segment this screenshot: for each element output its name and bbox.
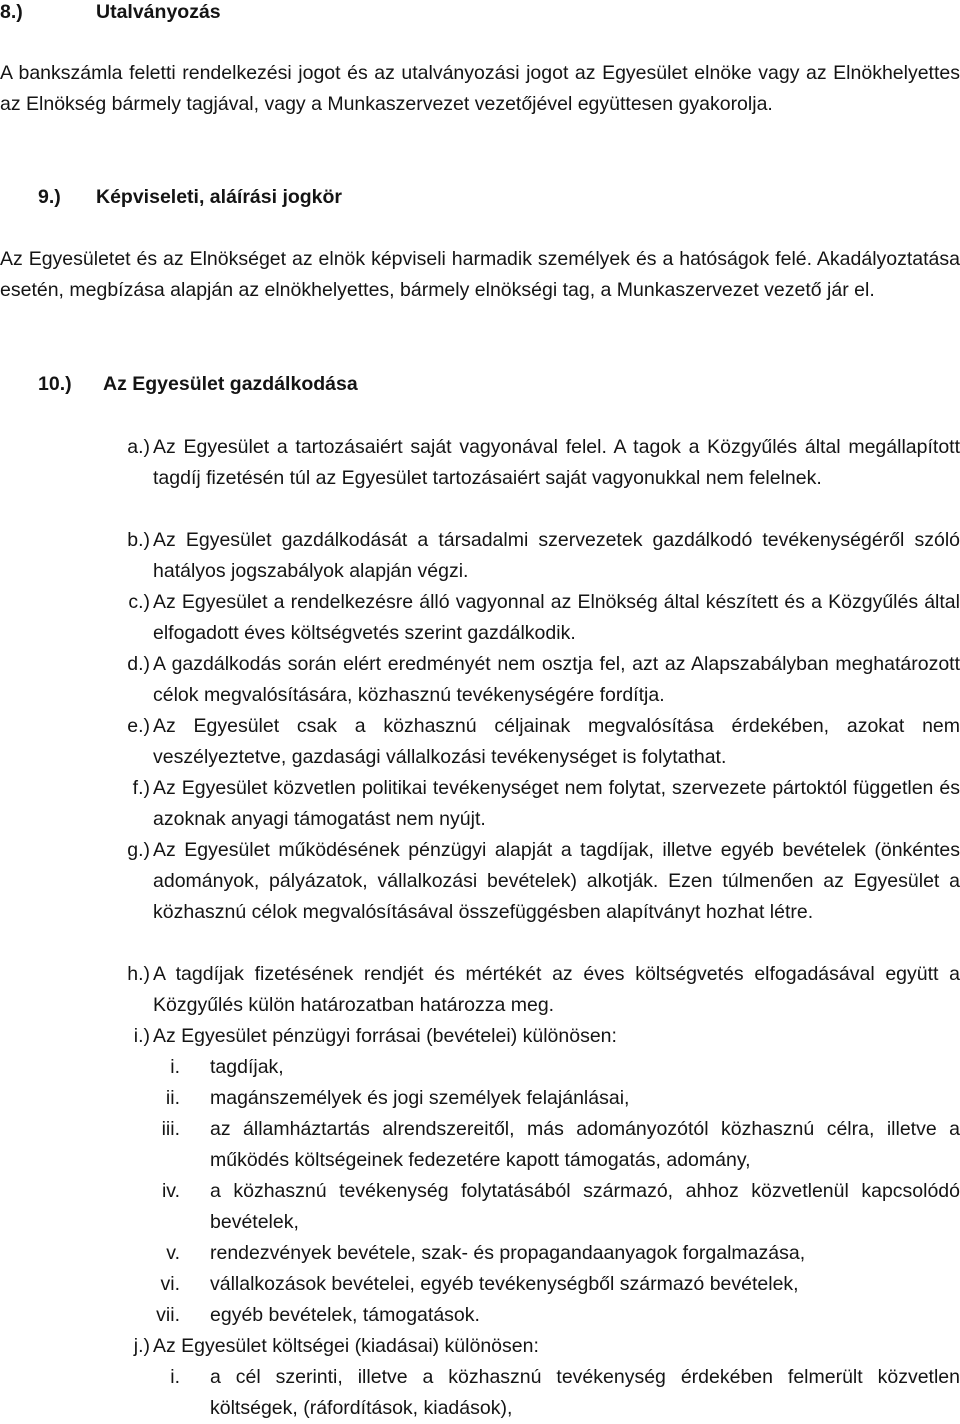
- list-marker: e.): [127, 715, 150, 737]
- list-text: Az Egyesület a rendelkezésre álló vagyonnal az Elnökség által készített és a Közgyűlés által elfogadott éves költségvetés szerint gazdálkodik.: [153, 591, 960, 644]
- section-number: 9.): [38, 186, 61, 208]
- sub-list-text: egyéb bevételek, támogatások.: [210, 1304, 480, 1326]
- list-text: Az Egyesület közvetlen politikai tevékenységet nem folytat, szervezete pártoktól független és azoknak anyagi támogatást nem nyújt.: [153, 777, 960, 830]
- list-marker: f.): [132, 777, 150, 799]
- sub-list-text: az államháztartás alrendszereitől, más adományozótól közhasznú célra, illetve a működés költségeinek fedezetére kapott támogatás, adomány,: [210, 1118, 960, 1171]
- sub-list-text: a közhasznú tevékenység folytatásából származó, ahhoz közvetlenül kapcsolódó bevételek,: [210, 1180, 960, 1233]
- section-paragraph-8: A bankszámla feletti rendelkezési jogot és az utalványozási jogot az Egyesület elnöke vagy az Elnökhelyettes az Elnökség bármely tagjával, vagy a Munkaszervezet vezetőjével együttesen gyakorolja.: [0, 62, 960, 115]
- sub-list-marker: iii.: [161, 1118, 180, 1140]
- section-title: Képviseleti, aláírási jogkör: [96, 186, 343, 208]
- list-marker: h.): [127, 963, 150, 985]
- section-number: 10.): [38, 373, 72, 395]
- section-title: Utalványozás: [96, 1, 221, 23]
- sub-list-marker: vii.: [156, 1304, 180, 1326]
- section-heading-9: [38, 182, 342, 213]
- list-marker: b.): [127, 529, 150, 551]
- list-marker: d.): [127, 653, 150, 675]
- sub-list-text: tagdíjak,: [210, 1056, 284, 1078]
- section-number: 8.): [0, 1, 23, 23]
- list-text: Az Egyesület a tartozásaiért saját vagyonával felel. A tagok a Közgyűlés által megállapított tagdíj fizetésén túl az Egyesület tartozásaiért saját vagyonukkal nem felelnek.: [153, 436, 960, 489]
- list-marker: a.): [127, 436, 150, 458]
- section-heading-8: [0, 0, 221, 28]
- sub-list-marker: v.: [166, 1242, 180, 1264]
- list-text: Az Egyesület gazdálkodását a társadalmi szervezetek gazdálkodó tevékenységéről szóló hatályos jogszabályok alapján végzi.: [153, 529, 960, 582]
- section-paragraph-9: Az Egyesületet és az Elnökséget az elnök képviseli harmadik személyek és a hatóságok felé. Akadályoztatása esetén, megbízása alapján az elnökhelyettes, bármely elnökségi tag, a Munkaszervezet vezető jár el.: [0, 248, 960, 301]
- sub-list-text: a cél szerinti, illetve a közhasznú tevékenység érdekében felmerült közvetlen költségek, (ráfordítások, kiadások),: [210, 1366, 960, 1419]
- sub-list-marker: i.: [170, 1366, 180, 1388]
- list-text: A tagdíjak fizetésének rendjét és mértékét az éves költségvetés elfogadásával együtt a Közgyűlés külön határozatban határozza meg.: [153, 963, 960, 1016]
- list-text: Az Egyesület pénzügyi forrásai (bevételei) különösen:: [153, 1025, 617, 1047]
- list-marker: j.): [133, 1335, 150, 1357]
- sub-list-text: vállalkozások bevételei, egyéb tevékenységből származó bevételek,: [210, 1273, 799, 1295]
- sub-list-text: magánszemélyek és jogi személyek felajánlásai,: [210, 1087, 630, 1109]
- section-title: Az Egyesület gazdálkodása: [103, 373, 358, 395]
- list-text: Az Egyesület költségei (kiadásai) különösen:: [153, 1335, 539, 1357]
- sub-list-marker: vi.: [160, 1273, 180, 1295]
- sub-list-text: rendezvények bevétele, szak- és propagandaanyagok forgalmazása,: [210, 1242, 806, 1264]
- sub-list-marker: ii.: [165, 1087, 180, 1109]
- list-marker: i.): [133, 1025, 150, 1047]
- sub-list-marker: i.: [170, 1056, 180, 1078]
- sub-list-marker: iv.: [161, 1180, 180, 1202]
- list-text: Az Egyesület csak a közhasznú céljainak megvalósítása érdekében, azokat nem veszélyeztetve, gazdasági vállalkozási tevékenységet is folytathat.: [153, 715, 960, 768]
- list-marker: c.): [128, 591, 150, 613]
- section-heading-10: [38, 369, 358, 400]
- list-text: Az Egyesület működésének pénzügyi alapját a tagdíjak, illetve egyéb bevételek (önkéntes adományok, pályázatok, vállalkozási bevételek) alkotják. Ezen túlmenően az Egyesület a közhasznú célok megvalósításával összefüggésben alapítványt hozhat létre.: [153, 839, 960, 923]
- list-text: A gazdálkodás során elért eredményét nem osztja fel, azt az Alapszabályban meghatározott célok megvalósítására, közhasznú tevékenységére fordítja.: [153, 653, 960, 706]
- list-marker: g.): [127, 839, 150, 861]
